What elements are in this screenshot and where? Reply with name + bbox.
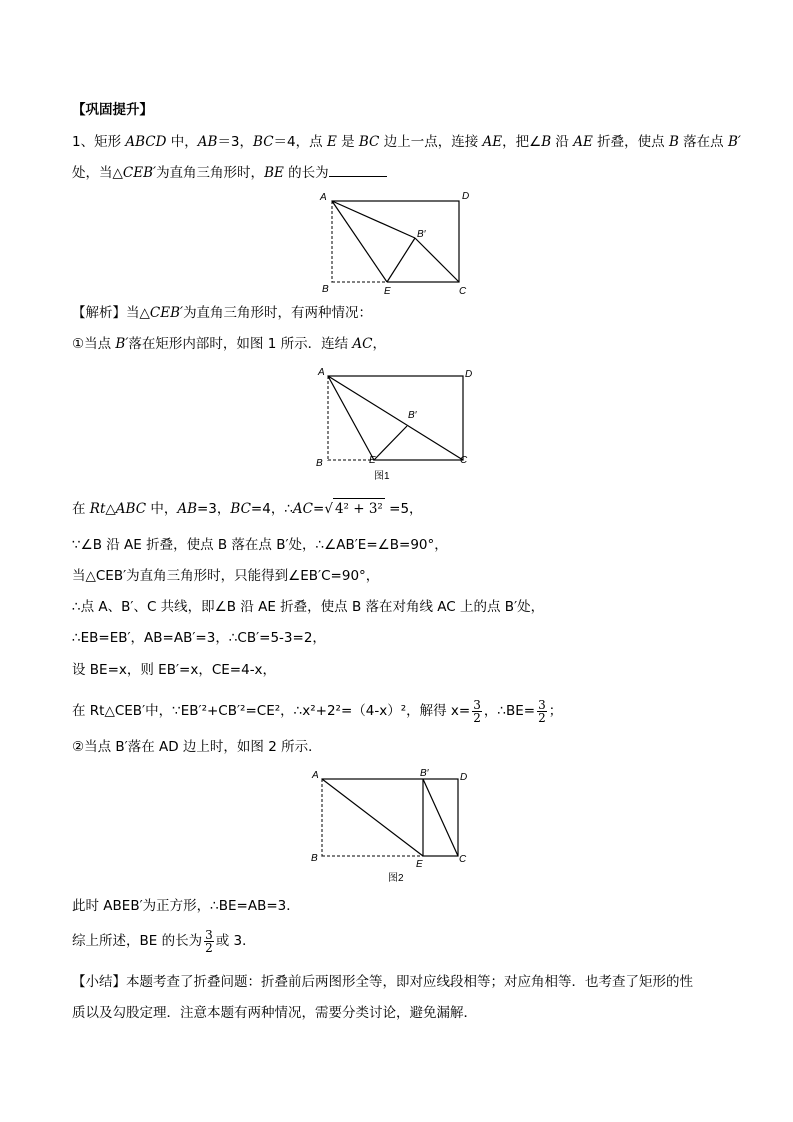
fraction xyxy=(537,699,547,724)
text: = xyxy=(313,501,325,517)
label-E: E xyxy=(416,859,423,870)
var: BC xyxy=(230,501,251,517)
solution-line-1 xyxy=(72,303,372,323)
solution-line-3: 在 Rt△ABC 中，AB=3，BC=4，∴AC=√ 4² + 3² =5， xyxy=(72,498,423,519)
label-A: A xyxy=(312,770,319,781)
var: BC xyxy=(358,134,380,150)
var: AC xyxy=(292,501,314,517)
ac-diagonal xyxy=(328,376,463,460)
text: 为直角三角形时， xyxy=(156,165,265,181)
text: 1、矩形 xyxy=(72,134,126,150)
text: 折叠，使点 xyxy=(592,134,669,150)
question-line-1 xyxy=(72,132,741,152)
var: B′ xyxy=(727,134,741,150)
label-E: E xyxy=(369,455,376,466)
rect-solid xyxy=(332,201,459,282)
figure-2 xyxy=(305,765,480,887)
text: 或 3． xyxy=(215,933,256,949)
solution-line-4: ∵∠B 沿 AE 折叠，使点 B 落在点 B′处，∴∠AB′E=∠B=90°， xyxy=(72,537,448,553)
text: 在 Rt△CEB′中，∵EB′²+CB′²=CE²，∴x²+2²=（4-x）²，解得 x= xyxy=(72,703,471,719)
var: AB xyxy=(177,501,197,517)
var: B xyxy=(668,134,679,150)
text: 落在矩形内部时，如图 1 所示．连结 xyxy=(128,336,353,352)
label-B-prime: B′ xyxy=(408,410,417,421)
text: ＝3， xyxy=(217,134,254,150)
text: 为直角三角形时，有两种情况： xyxy=(183,305,373,321)
label-D: D xyxy=(462,191,470,202)
b-prime-c-line xyxy=(415,238,459,282)
denominator: 2 xyxy=(473,710,481,725)
fraction xyxy=(204,929,214,954)
text: 【解析】当△ xyxy=(72,305,150,321)
text: =5， xyxy=(384,501,423,517)
denominator: 2 xyxy=(538,710,546,725)
label-C: C xyxy=(459,286,467,297)
answer-blank xyxy=(329,164,387,177)
text: 处，当△ xyxy=(72,165,123,181)
solution-line-9 xyxy=(72,698,562,724)
var: E xyxy=(326,134,337,150)
text: 边上一点，连接 xyxy=(379,134,483,150)
b-prime-c-line xyxy=(423,779,458,856)
text: 综上所述，BE 的长为 xyxy=(72,933,203,949)
label-B: B xyxy=(311,853,318,864)
solution-line-6: ∴点 A、B′、C 共线，即∠B 沿 AE 折叠，使点 B 落在对角线 AC 上的点 B′处， xyxy=(72,599,545,615)
figure-2-caption: 图2 xyxy=(388,873,404,884)
text: 沿 xyxy=(551,134,574,150)
label-B: B xyxy=(316,458,323,469)
rect-solid xyxy=(322,779,458,856)
text: 中， xyxy=(166,134,198,150)
solution-line-8: 设 BE=x，则 EB′=x，CE=4-x， xyxy=(72,662,277,678)
var: BE xyxy=(264,165,284,181)
fraction xyxy=(472,699,482,724)
text: △ xyxy=(105,501,116,517)
figure-1 xyxy=(310,363,485,485)
numerator: 3 xyxy=(538,697,546,712)
text: ， xyxy=(372,336,386,352)
text: ； xyxy=(548,703,563,719)
ae-line xyxy=(328,376,374,460)
solution-line-10: ②当点 B′落在 AD 边上时，如图 2 所示． xyxy=(72,739,322,755)
numerator: 3 xyxy=(205,927,213,942)
var: BC xyxy=(253,134,274,150)
text: =4，∴ xyxy=(250,501,293,517)
var: B xyxy=(541,134,552,150)
summary-line-1: 【小结】本题考查了折叠问题：折叠前后两图形全等，即对应线段相等；对应角相等．也考查了矩形的性 xyxy=(72,974,693,990)
solution-line-2 xyxy=(72,334,386,354)
question-line-2 xyxy=(72,163,387,183)
var: CEB′ xyxy=(149,305,184,321)
figure-1-caption: 图1 xyxy=(374,471,390,482)
text: 是 xyxy=(336,134,359,150)
var: Rt xyxy=(89,501,106,517)
solution-line-12 xyxy=(72,928,256,954)
var: CEB′ xyxy=(122,165,157,181)
label-B-prime: B′ xyxy=(417,229,426,240)
text: 在 xyxy=(72,501,90,517)
sqrt-radicand: 4² + 3² xyxy=(333,498,385,519)
solution-line-11: 此时 ABEB′为正方形，∴BE=AB=3． xyxy=(72,898,300,914)
text: 落在点 xyxy=(678,134,728,150)
text: ①当点 xyxy=(72,336,116,352)
b-prime-e-line xyxy=(374,426,407,460)
label-D: D xyxy=(460,772,468,783)
label-C: C xyxy=(460,455,468,466)
label-A: A xyxy=(320,192,327,203)
text: ＝4，点 xyxy=(273,134,327,150)
text: 的长为 xyxy=(283,165,329,181)
var: AE xyxy=(482,134,503,150)
solution-line-5: 当△CEB′为直角三角形时，只能得到∠EB′C=90°， xyxy=(72,568,380,584)
label-D: D xyxy=(465,369,473,380)
text: ，∴BE= xyxy=(483,703,536,719)
var: ABCD xyxy=(125,134,167,150)
var: AB xyxy=(197,134,218,150)
label-B-prime: B′ xyxy=(420,768,429,779)
var: AE xyxy=(573,134,593,150)
label-A: A xyxy=(318,367,325,378)
b-prime-e-line xyxy=(387,238,415,282)
text: ，把∠ xyxy=(502,134,542,150)
label-C: C xyxy=(459,854,467,865)
var: B′ xyxy=(115,336,129,352)
numerator: 3 xyxy=(473,697,481,712)
section-heading: 【巩固提升】 xyxy=(72,102,153,118)
label-B: B xyxy=(322,284,329,295)
ae-line xyxy=(322,779,423,856)
text: 中， xyxy=(146,501,178,517)
question-figure xyxy=(312,188,482,298)
var: ABC xyxy=(115,501,147,517)
summary-line-2: 质以及勾股定理．注意本题有两种情况，需要分类讨论，避免漏解． xyxy=(72,1005,477,1021)
denominator: 2 xyxy=(205,940,213,955)
label-E: E xyxy=(384,286,391,297)
solution-line-7: ∴EB=EB′，AB=AB′=3，∴CB′=5-3=2， xyxy=(72,630,326,646)
text: =3， xyxy=(197,501,231,517)
var: AC xyxy=(352,336,373,352)
